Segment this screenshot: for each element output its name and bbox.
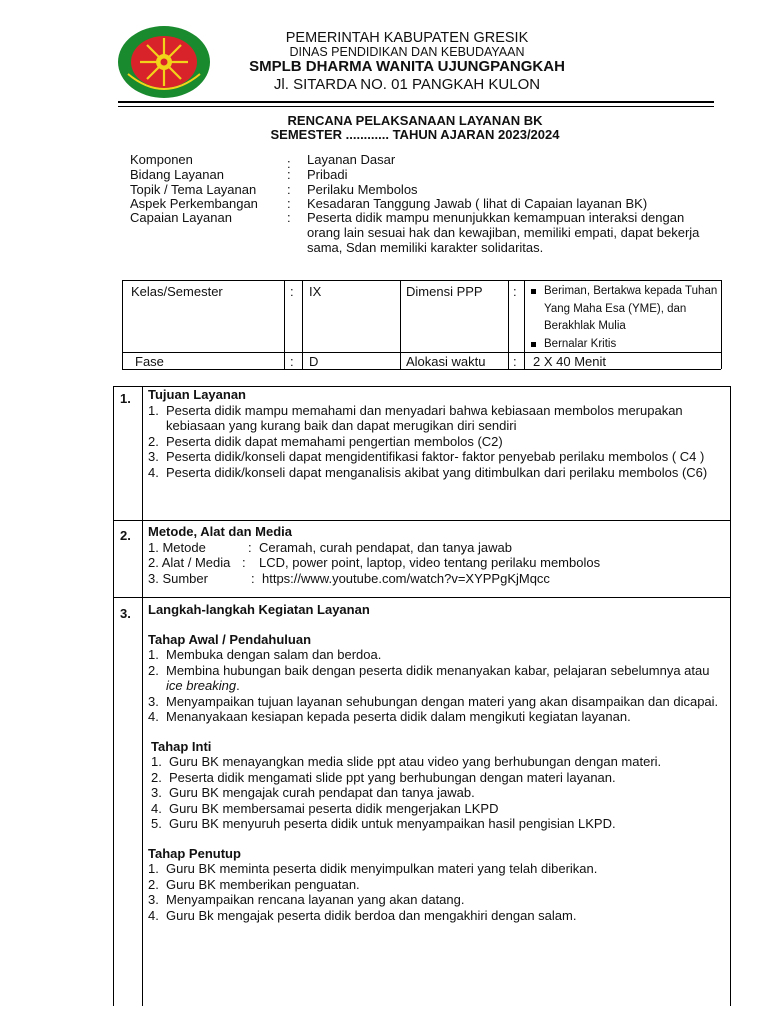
component-label: Komponen	[130, 152, 193, 167]
bullet-icon	[531, 342, 536, 347]
header-government: PEMERINTAH KABUPATEN GRESIK	[285, 30, 529, 46]
section-number: 1.	[120, 391, 131, 406]
source-link[interactable]: https://www.youtube.com/watch?v=XYPPgKjMqcc	[262, 570, 550, 586]
fase-value: D	[309, 354, 319, 369]
fase-label: Fase	[135, 354, 164, 369]
component-colon: :	[287, 156, 291, 171]
table-border	[508, 280, 509, 369]
header-rule-thin	[118, 106, 714, 107]
section-title: Langkah-langkah Kegiatan Layanan	[148, 602, 370, 617]
list-item: 4. Guru Bk mengajak peserta didik berdoa dan mengakhiri dengan salam.	[148, 907, 577, 923]
header-school-name: SMPLB DHARMA WANITA UJUNGPANGKAH	[249, 58, 565, 75]
table-border	[113, 520, 730, 521]
bullet-icon	[531, 289, 536, 294]
tahap-penutup-title: Tahap Penutup	[148, 845, 241, 861]
section-metode	[148, 524, 726, 586]
component-value: Kesadaran Tanggung Jawab ( lihat di Capaian layanan BK)	[307, 196, 648, 211]
list-item: 3. Menyampaikan tujuan layanan sehubungan dengan materi yang akan disampaikan dan dicapai.	[148, 693, 719, 709]
header-address: Jl. SITARDA NO. 01 PANGKAH KULON	[273, 76, 541, 93]
list-item: 1. Membuka dengan salam dan berdoa.	[148, 647, 382, 662]
tujuan-list	[148, 403, 726, 481]
component-colon: :	[287, 210, 291, 225]
table-border	[284, 280, 285, 369]
section-langkah	[148, 602, 726, 923]
list-item: 2. Peserta didik dapat memahami pengertian membolos (C2)	[148, 433, 503, 449]
component-colon: :	[287, 167, 291, 182]
list-item: 3. Menyampaikan rencana layanan yang akan datang.	[148, 892, 465, 907]
table-border	[122, 280, 123, 369]
alokasi-label: Alokasi waktu	[406, 354, 486, 369]
kelas-label: Kelas/Semester	[131, 284, 223, 299]
dimensi-label: Dimensi PPP	[406, 284, 483, 299]
component-colon: :	[287, 182, 291, 197]
component-colon: :	[287, 196, 291, 211]
alokasi-value: 2 X 40 Menit	[533, 354, 606, 369]
table-border	[721, 280, 722, 369]
table-border	[122, 280, 721, 281]
metode-row: 1. Metode : Ceramah, curah pendapat, dan tanya jawab	[148, 539, 512, 555]
section-title: Tujuan Layanan	[148, 387, 246, 402]
section-number: 2.	[120, 528, 131, 543]
dimensi-list	[530, 283, 720, 353]
alat-media-row: 2. Alat / Media : LCD, power point, laptop, video tentang perilaku membolos	[148, 555, 601, 570]
tahap-awal-list	[148, 647, 726, 725]
table-border	[400, 280, 401, 369]
header-rule-thick	[118, 101, 714, 103]
table-border	[122, 369, 721, 370]
tahap-inti-list	[148, 754, 726, 832]
tahap-inti-title: Tahap Inti	[151, 738, 212, 754]
sumber-row: 3. Sumber : https://www.youtube.com/watch?v=XYPPgKjMqcc	[148, 570, 550, 586]
section-tujuan	[148, 387, 726, 480]
list-item: 1. Peserta didik mampu memahami dan menyadari bahwa kebiasaan membolos merupakan kebiasaan yang kurang baik dan dapat merugikan diri sendiri	[148, 402, 683, 433]
document-title: RENCANA PELAKSANAAN LAYANAN BK	[287, 113, 543, 128]
list-item: 1. Guru BK menayangkan media slide ppt atau video yang berhubungan dengan materi.	[151, 754, 662, 769]
table-colon: :	[513, 354, 517, 369]
component-label: Aspek Perkembangan	[130, 196, 258, 211]
section-number: 3.	[120, 606, 131, 621]
component-value: Perilaku Membolos	[307, 182, 418, 197]
list-item: 2. Guru BK memberikan penguatan.	[148, 876, 360, 892]
list-item: 4. Guru BK membersamai peserta didik mengerjakan LKPD	[151, 800, 499, 816]
component-value: Peserta didik mampu menunjukkan kemampuan interaksi dengan orang lain sesuai hak dan kewajiban, memiliki empati, dapat bekerja sama, Sdan memiliki karakter solidaritas.	[307, 210, 700, 255]
table-border	[113, 386, 114, 1006]
list-item: 3. Peserta didik/konseli dapat mengidentifikasi faktor- faktor penyebab perilaku membolos ( C4 )	[148, 449, 705, 464]
tahap-penutup-list	[148, 861, 726, 923]
school-logo	[116, 24, 212, 100]
section-title: Metode, Alat dan Media	[148, 524, 292, 539]
list-item: 4. Peserta didik/konseli dapat menganalisis akibat yang ditimbulkan dari perilaku membolos (C6)	[148, 464, 708, 480]
list-item: 5. Guru BK menyuruh peserta didik untuk menyampaikan hasil pengisian LKPD.	[151, 816, 616, 831]
list-item: 2. Membina hubungan baik dengan peserta didik menanyakan kabar, pelajaran sebelumnya atau ice breaking.	[148, 662, 710, 693]
table-border	[113, 597, 730, 598]
component-label: Bidang Layanan	[130, 167, 224, 182]
list-item: 2. Peserta didik mengamati slide ppt yang berhubungan dengan materi layanan.	[151, 769, 616, 785]
list-item: 3. Guru BK mengajak curah pendapat dan tanya jawab.	[151, 785, 475, 800]
table-colon: :	[513, 284, 517, 299]
kelas-value: IX	[309, 284, 322, 299]
table-border	[302, 280, 303, 369]
list-item: 1. Guru BK meminta peserta didik menyimpulkan materi yang telah diberikan.	[148, 861, 598, 876]
header-department: DINAS PENDIDIKAN DAN KEBUDAYAAN	[289, 45, 525, 59]
document-subtitle: SEMESTER ............ TAHUN AJARAN 2023/2024	[270, 127, 560, 142]
dimensi-item: Beriman, Bertakwa kepada Tuhan Yang Maha Esa (YME), dan Berakhlak Mulia	[530, 283, 720, 336]
table-border	[524, 280, 525, 369]
table-colon: :	[290, 284, 294, 299]
component-value: Layanan Dasar	[307, 152, 396, 167]
component-label: Capaian Layanan	[130, 210, 232, 225]
tahap-awal-title: Tahap Awal / Pendahuluan	[148, 631, 312, 647]
component-label: Topik / Tema Layanan	[130, 182, 257, 197]
table-border	[142, 386, 143, 1006]
dimensi-item: Bernalar Kritis	[530, 336, 720, 354]
table-colon: :	[290, 354, 294, 369]
list-item: 4. Menanyakaan kesiapan kepada peserta didik dalam mengikuti kegiatan layanan.	[148, 709, 631, 724]
component-value: Pribadi	[307, 167, 348, 182]
table-border	[730, 386, 731, 1006]
